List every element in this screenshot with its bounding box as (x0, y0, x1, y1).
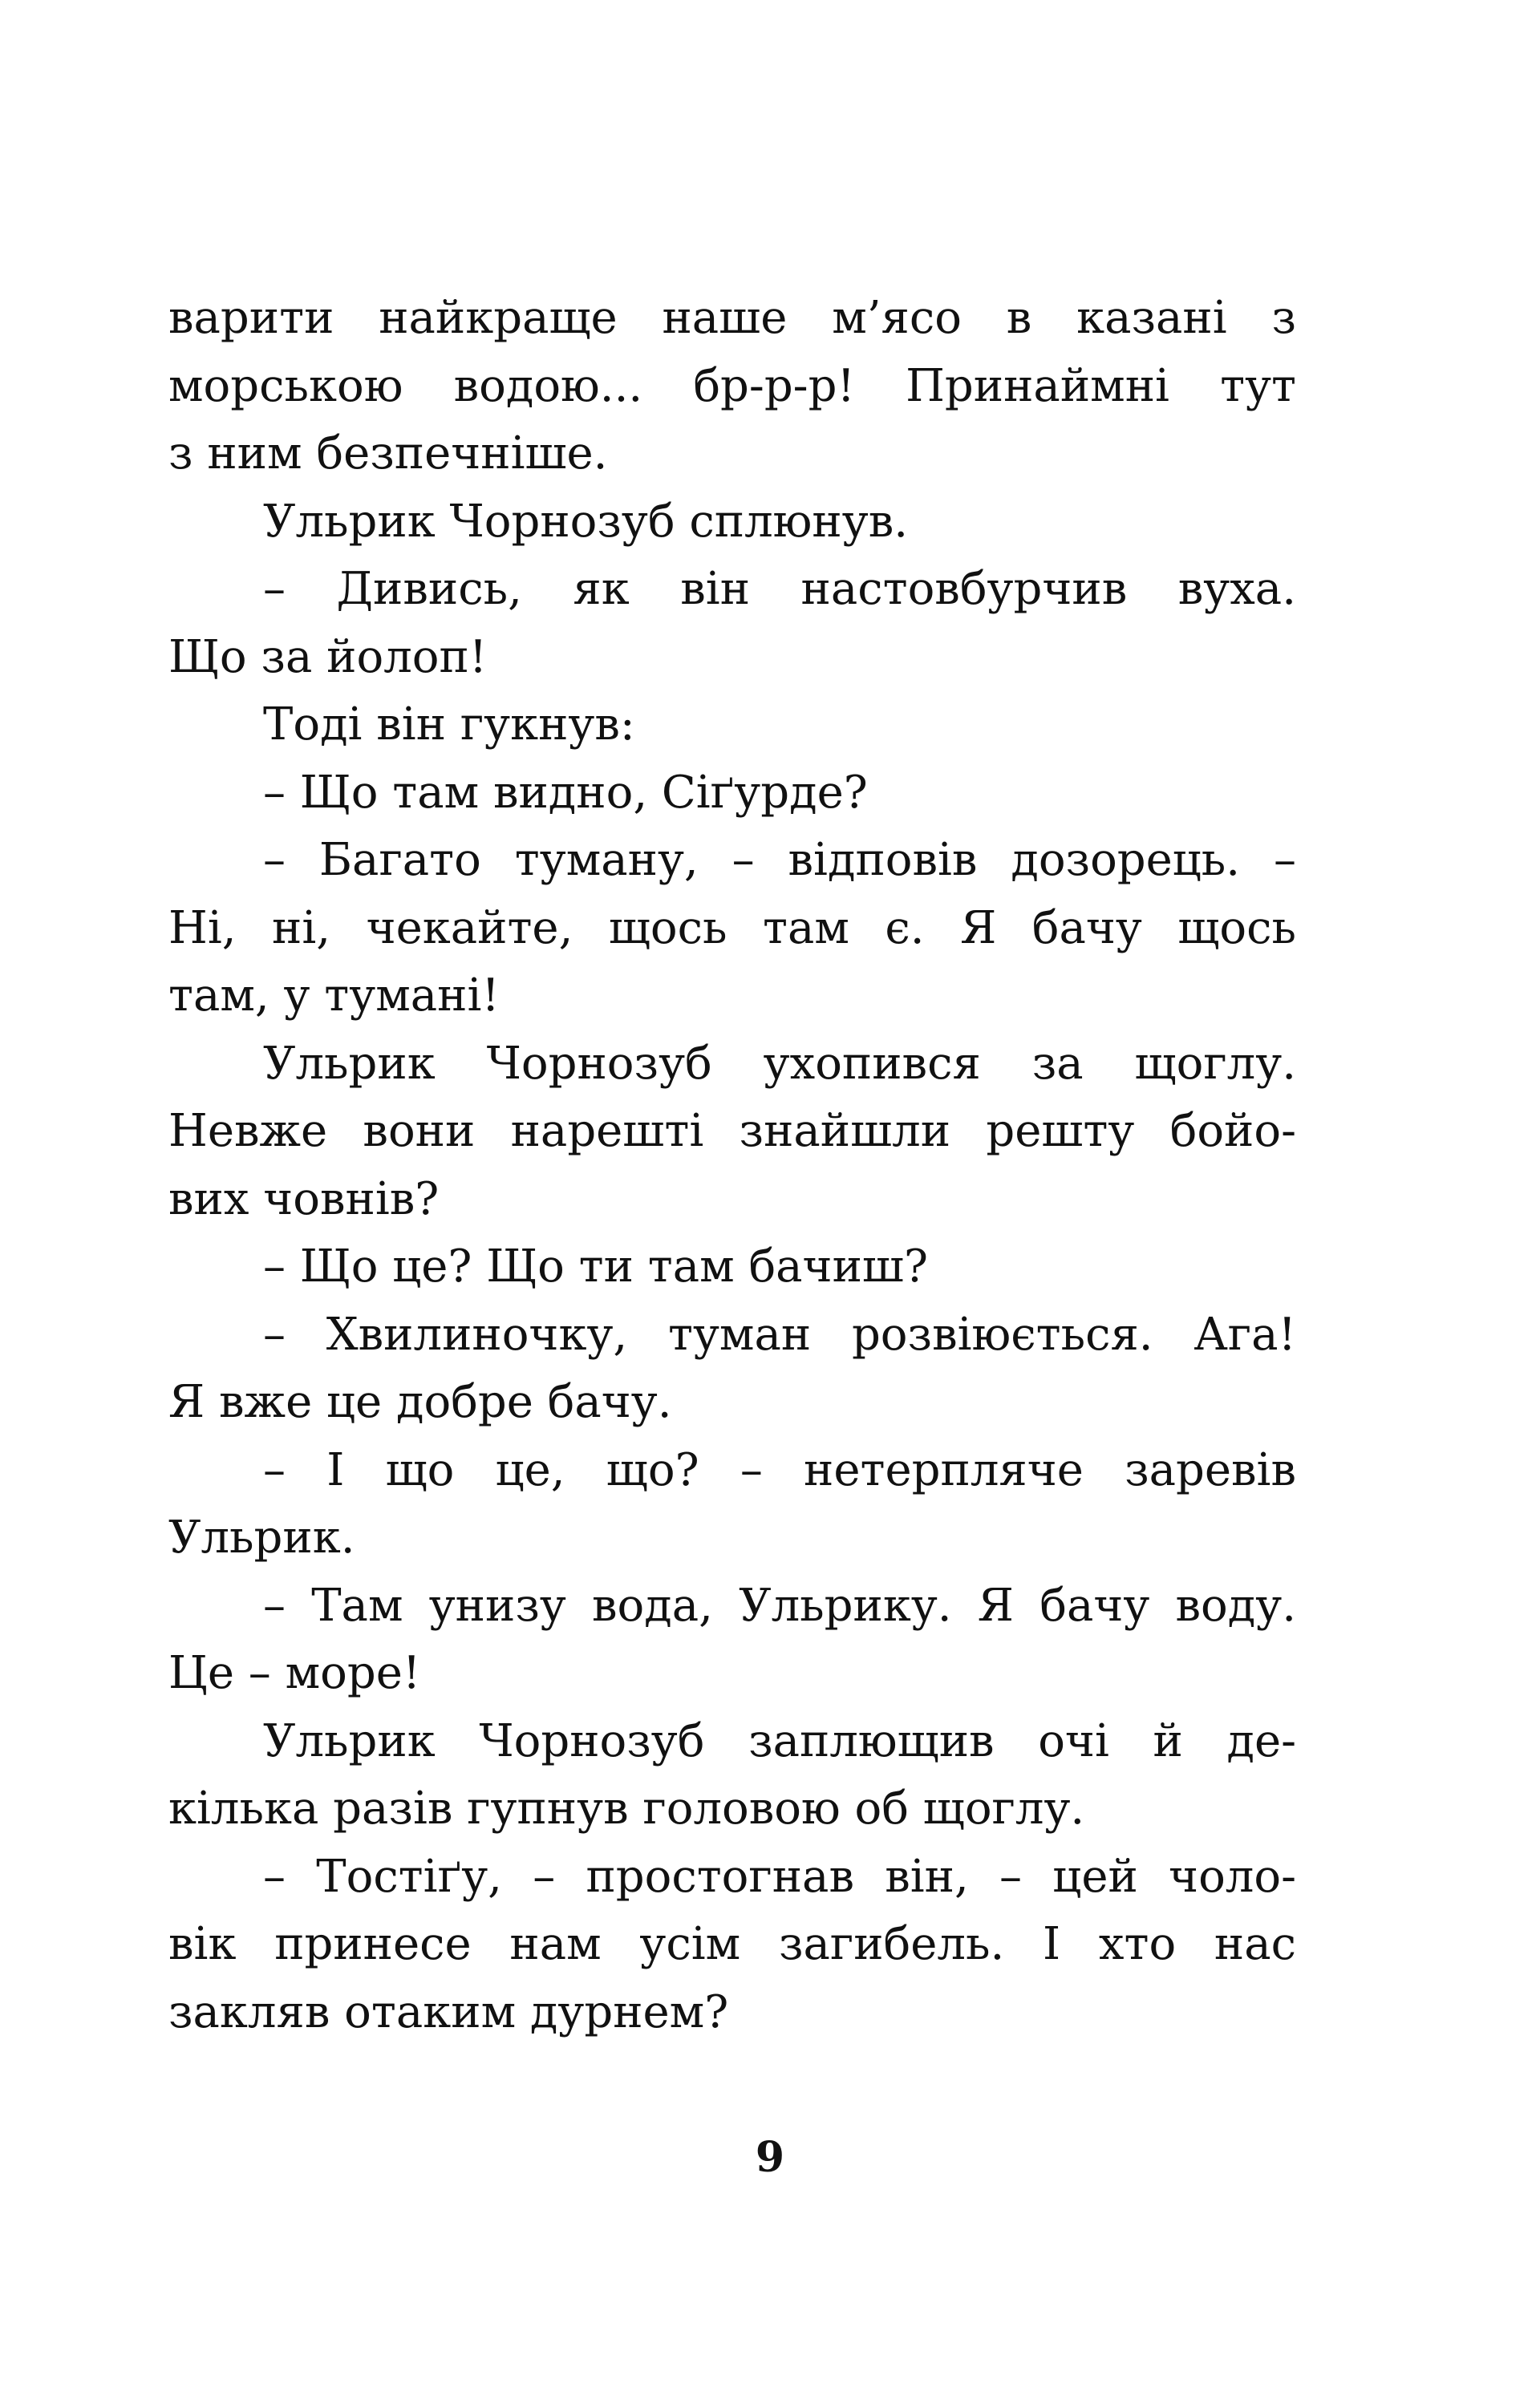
text-line: кілька разів гупнув головою об щоглу. (168, 1783, 1085, 1835)
text-line: закляв отаким дурнем? (168, 1985, 729, 2038)
text-line: Ульрик Чорнозуб заплющив очі й де- (263, 1714, 1296, 1767)
text-line: Ульрик Чорнозуб ухопився за щоглу. (263, 1037, 1296, 1090)
text-line: варити найкраще наше м’ясо в казані з (168, 292, 1296, 344)
text-line: вих човнів? (168, 1172, 440, 1225)
text-line: морською водою... бр-р-р! Принаймні тут (168, 359, 1296, 412)
text-line: Тоді він гукнув: (263, 698, 635, 751)
text-line: – Дивись, як він настовбурчив вуха. (263, 563, 1296, 615)
text-line: – І що це, що? – нетерпляче заревів (263, 1443, 1296, 1496)
text-line: Невже вони нарешті знайшли решту бойо- (168, 1105, 1296, 1157)
text-line: Це – море! (168, 1647, 421, 1699)
text-line: Ульрик. (168, 1512, 355, 1564)
text-line: – Що це? Що ти там бачиш? (263, 1240, 928, 1293)
text-line: Я вже це добре бачу. (168, 1376, 672, 1428)
text-line: Ні, ні, чекайте, щось там є. Я бачу щось (168, 901, 1296, 954)
text-line: з ним безпечніше. (168, 427, 608, 480)
text-line: Ульрик Чорнозуб сплюнув. (263, 495, 909, 548)
page-body (168, 285, 1296, 2046)
page-number: 9 (755, 2133, 785, 2182)
text-line: – Що там видно, Сіґурде? (263, 766, 868, 819)
text-line: – Хвилиночку, туман розвіюється. Ага! (263, 1308, 1296, 1361)
text-line: Що за йолоп! (168, 630, 488, 683)
text-line: – Там унизу вода, Ульрику. Я бачу воду. (263, 1579, 1296, 1632)
text-line: – Багато туману, – відповів дозорець. – (263, 834, 1296, 886)
text-line: там, у тумані! (168, 969, 500, 1022)
text-line: – Тостіґу, – простогнав він, – цей чоло- (263, 1850, 1296, 1903)
text-line: вік принесе нам усім загибель. І хто нас (168, 1918, 1296, 1970)
